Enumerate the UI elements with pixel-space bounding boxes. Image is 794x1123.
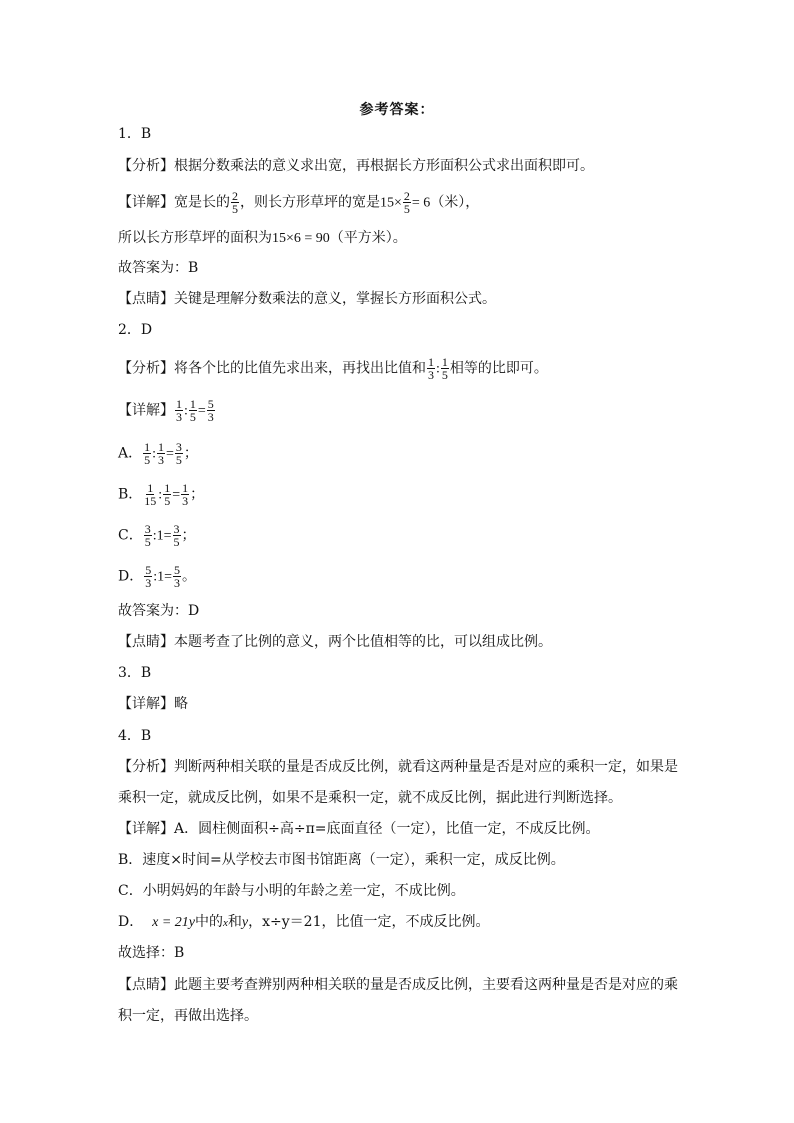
q4-answer: 故选择：B — [118, 945, 185, 961]
q2-analysis: 【分析】将各个比的比值先求出来，再找出比值和 $\frac{1}{3}$ : $\frac{1}{5}$ 相等的比即可。 — [118, 355, 548, 382]
q4-analysis-1: 【分析】判断两种相关联的量是否成反比例，就看这两种量是否是对应的乘积一定，如果是 — [118, 759, 678, 775]
fraction: $\frac{2}{5}$ — [232, 189, 238, 216]
q2-head: 2．D — [118, 322, 153, 338]
fraction: $\frac{5}{3}$ — [145, 563, 152, 590]
q1-area: 所以长方形草坪的面积为15×6 = 90（平方米）。 — [118, 230, 407, 246]
fraction: $\frac{1}{5}$ — [164, 481, 171, 508]
q2-detail: 【详解】 $\frac{1}{3}$ : $\frac{1}{5}$ = $\frac{5}{3}$ — [118, 397, 214, 424]
fraction: $\frac{5}{3}$ — [207, 397, 214, 424]
fraction: $\frac{2}{5}$ — [403, 189, 410, 216]
q2-option-b: B． $\frac{1}{15}$ : $\frac{1}{5}$ = $\frac{1}{3}$ ； — [118, 481, 205, 508]
q1-answer: 故答案为：B — [118, 260, 199, 276]
q4-tip-1: 【点睛】此题主要考查辨别两种相关联的量是否成反比例，主要看这两种量是否是对应的乘 — [118, 977, 678, 993]
q4-tip-2: 积一定，再做出选择。 — [118, 1008, 258, 1024]
page-title: 参考答案： — [359, 102, 435, 118]
q1-detail: 【详解】宽是长的 $\frac{2}{5}$ ，则长方形草坪的宽是15× $\frac{2}{5}$ = 6（米）， — [118, 189, 480, 216]
q4-analysis-2: 乘积一定，就成反比例，如果不是乘积一定，就不成反比例，据此进行判断选择。 — [118, 790, 622, 806]
fraction: $\frac{3}{5}$ — [144, 522, 151, 549]
q4-head: 4．B — [118, 728, 152, 744]
q1-tip: 【点睛】关键是理解分数乘法的意义，掌握长方形面积公式。 — [118, 291, 496, 307]
fraction: $\frac{3}{5}$ — [173, 522, 180, 549]
q2-option-a: A． $\frac{1}{5}$ : $\frac{1}{3}$ = $\frac{3}{5}$ ； — [118, 440, 198, 467]
fraction: $\frac{1}{3}$ — [158, 440, 165, 467]
fraction: $\frac{1}{3}$ — [428, 355, 434, 382]
fraction: $\frac{1}{5}$ — [144, 440, 151, 467]
q1-head: 1．B — [118, 126, 152, 142]
q1-analysis: 【分析】根据分数乘法的意义求出宽，再根据长方形面积公式求出面积即可。 — [118, 158, 594, 174]
q4-detail-a: 【详解】A．圆柱侧面积÷高÷π=底面直径（一定），比值一定，不成反比例。 — [118, 821, 600, 837]
q2-option-c: C． $\frac{3}{5}$ :1= $\frac{3}{5}$ ； — [118, 522, 196, 549]
q2-tip: 【点睛】本题考查了比例的意义，两个比值相等的比，可以组成比例。 — [118, 634, 552, 650]
q4-detail-b: B．速度×时间=从学校去市图书馆距离（一定），乘积一定，成反比例。 — [118, 852, 565, 868]
q2-option-d: D． $\frac{5}{3}$ :1= $\frac{5}{3}$ 。 — [118, 563, 197, 590]
fraction: $\frac{1}{3}$ — [176, 397, 182, 424]
q4-detail-c: C．小明妈妈的年龄与小明的年龄之差一定，不成比例。 — [118, 883, 465, 899]
q3-detail: 【详解】略 — [118, 696, 188, 712]
q4-detail-d: D． x = 21y中的x和y，x÷y＝21，比值一定，不成反比例。 — [118, 914, 490, 930]
fraction: $\frac{1}{3}$ — [182, 481, 189, 508]
q3-head: 3．B — [118, 665, 152, 681]
fraction: $\frac{1}{15}$ — [144, 481, 157, 508]
fraction: $\frac{3}{5}$ — [175, 440, 182, 467]
fraction: $\frac{1}{5}$ — [441, 355, 448, 382]
fraction: $\frac{1}{5}$ — [189, 397, 196, 424]
q2-answer: 故答案为：D — [118, 603, 200, 619]
fraction: $\frac{5}{3}$ — [174, 563, 181, 590]
